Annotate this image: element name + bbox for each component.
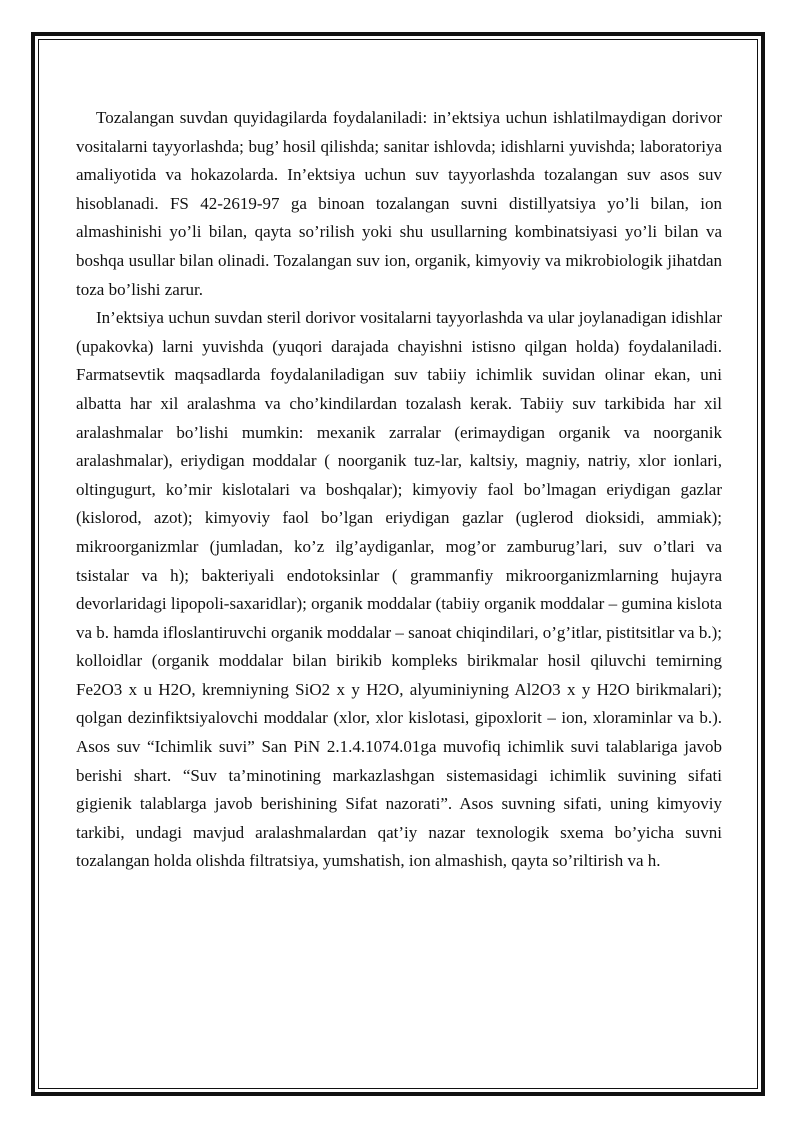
document-body xyxy=(76,104,722,876)
paragraph-2: In’ektsiya uchun suvdan steril dorivor vositalarni tayyorlashda va ular joylanadigan idishlar (upakovka) larni yuvishda (yuqori darajada chayishni istisno qilgan holda) foydalaniladi. Farmatsevtik maqsadlarda foydalaniladigan suv tabiiy ichimlik suvidan olinar ekan, uni albatta har xil aralashma va cho’kindilardan tozalash kerak. Tabiiy suv tarkibida har xil aralashmalar bo’lishi mumkin: mexanik zarralar (erimaydigan organik va noorganik aralashmalar), eriydigan moddalar ( noorganik tuz-lar, kaltsiy, magniy, natriy, xlor ionlari, oltingugurt, ko’mir kislotalari va boshqalar); kimyoviy faol bo’lmagan eriydigan gazlar (kislorod, azot); kimyoviy faol bo’lgan eriydigan gazlar (uglerod dioksidi, ammiak); mikroorganizmlar (jumladan, ko’z ilg’aydiganlar, mog’or zamburug’lari, suv o’tlari va tsistalar va h); bakteriyali endotoksinlar ( grammanfiy mikroorganizmlarning hujayra devorlaridagi lipopoli-saxaridlar); organik moddalar (tabiiy organik moddalar – gumina kislota va b. hamda ifloslantiruvchi organik moddalar – sanoat chiqindilari, o’g’itlar, pistitsitlar va b.); kolloidlar (organik moddalar bilan birikib kompleks birikmalar hosil qiluvchi temirning Fe2O3 x u H2O, kremniyning SiO2 x y H2O, alyuminiyning Al2O3 x y H2O birikmalari); qolgan dezinfiktsiyalovchi moddalar (xlor, xlor kislotasi, gipoxlorit – ion, xloraminlar va b.). Asos suv “Ichimlik suvi” San PiN 2.1.4.1074.01ga muvofiq ichimlik suvi talablariga javob berishi shart. “Suv ta’minotining markazlashgan sistemasidagi ichimlik suvining sifati gigienik talablarga javob berishining Sifat nazorati”. Asos suvning sifati, uning kimyoviy tarkibi, undagi mavjud aralashmalardan qat’iy nazar texnologik sxema bo’yicha suvni tozalangan holda olishda filtratsiya, yumshatish, ion almashish, qayta so’riltirish va h. xyxy=(76,308,722,871)
paragraph-1: Tozalangan suvdan quyidagilarda foydalaniladi: in’ektsiya uchun ishlatilmaydigan dorivor vositalarni tayyorlashda; bug’ hosil qilishda; sanitar ishlovda; idishlarni yuvishda; laboratoriya amaliyotida va hokazolarda. In’ektsiya uchun suv tayyorlashda tozalangan suv asos suv hisoblanadi. FS 42-2619-97 ga binoan tozalangan suvni distillyatsiya yo’li bilan, ion almashinishi yo’li bilan, qayta so’rilish yoki shu usullarning kombinatsiyasi yo’li bilan va boshqa usullar bilan olinadi. Tozalangan suv ion, organik, kimyoviy va mikrobiologik jihatdan toza bo’lishi zarur. xyxy=(76,108,722,299)
